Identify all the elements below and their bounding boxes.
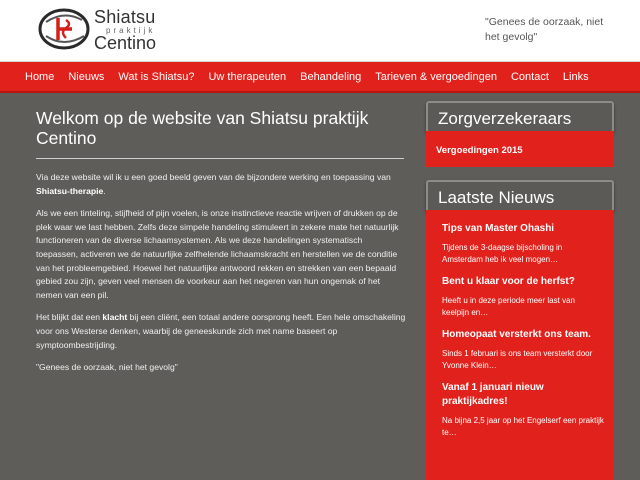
nav-item-uw-therapeuten[interactable]: Uw therapeuten bbox=[208, 70, 287, 83]
logo-swirl-icon bbox=[38, 6, 94, 52]
logo-text-praktijk: praktijk bbox=[106, 26, 156, 35]
main-content bbox=[36, 108, 406, 384]
nav-item-contact[interactable]: Contact bbox=[510, 70, 549, 83]
nav-item-home[interactable]: Home bbox=[25, 70, 55, 83]
klacht-paragraph: Het blijkt dat een klacht bij een cliënt, een totaal andere oorsprong heeft. Een hele omschakeling voor ons Westerse denken, waarbij de geneeskunde zich met name baseert op symptoombestrijding. bbox=[36, 312, 406, 350]
klacht-bold: klacht bbox=[102, 312, 128, 323]
nav-item-behandeling[interactable]: Behandeling bbox=[300, 70, 362, 83]
nav-item-links[interactable]: Links bbox=[562, 70, 589, 83]
news-widget-title: Laatste Nieuws bbox=[426, 180, 614, 212]
logo-text-centino: Centino bbox=[94, 33, 157, 53]
quote-paragraph: "Genees de oorzaak, niet het gevolg" bbox=[36, 362, 178, 373]
news-item-title[interactable]: Tips van Master Ohashi bbox=[442, 223, 555, 234]
title-divider bbox=[36, 158, 404, 159]
insurers-widget-title: Zorgverzekeraars bbox=[426, 101, 614, 133]
news-item-title[interactable]: Homeopaat versterkt ons team. bbox=[442, 329, 591, 340]
site-header bbox=[0, 0, 640, 62]
nav-item-tarieven[interactable]: Tarieven & vergoedingen bbox=[375, 70, 497, 83]
shiatsu-therapie-link[interactable]: Shiatsu-therapie bbox=[36, 185, 104, 196]
site-logo[interactable] bbox=[38, 4, 168, 56]
page-title: Welkom op de website van Shiatsu praktijk Centino bbox=[36, 108, 369, 148]
news-item-excerpt: Heeft u in deze periode meer last van keelpijn en… bbox=[442, 296, 575, 317]
news-item-excerpt: Na bijna 2,5 jaar op het Engelserf een praktijk te… bbox=[442, 416, 604, 437]
news-item-excerpt: Tijdens de 3-daagse bijscholing in Amsterdam heb ik veel mogen… bbox=[442, 243, 563, 264]
intro-paragraph: Via deze website wil ik u een goed beeld geven van de bijzondere werking en toepassing van Shiatsu-therapie. bbox=[36, 172, 391, 196]
news-widget bbox=[426, 180, 614, 480]
vergoedingen-link[interactable]: Vergoedingen 2015 bbox=[436, 145, 523, 156]
news-item-title[interactable]: Bent u klaar voor de herfst? bbox=[442, 276, 575, 287]
main-navigation bbox=[0, 62, 640, 93]
news-item-title[interactable]: Vanaf 1 januari nieuw praktijkadres! bbox=[442, 382, 544, 407]
nav-item-nieuws[interactable]: Nieuws bbox=[68, 70, 105, 83]
body-paragraph: Als we een tinteling, stijfheid of pijn voelen, is onze instinctieve reactie wrijven of drukken op de plek waar we last hebben. Zelfs deze simpele handeling stimuleert in zekere mate het natuurlijk functioneren van de diverse lichaamsystemen. Als we deze handelingen systematisch toepassen, activeren we de natuurlijke zelfhelende lichaamskracht en herstellen we de conditie van het probleemgebied. Hoewel het natuurlijke antwoord rekken en strekken van een bepaald gebied zou zijn, geven veel mensen de voorkeur aan het negeren van hun ongemak of het nemen van een pil. bbox=[36, 208, 399, 300]
logo-text-shiatsu: Shiatsu bbox=[94, 7, 156, 27]
news-item-excerpt: Sinds 1 februari is ons team versterkt door Yvonne Klein… bbox=[442, 349, 593, 370]
header-tagline: "Genees de oorzaak, niet het gevolg" bbox=[485, 16, 604, 43]
insurers-widget bbox=[426, 101, 614, 167]
nav-item-wat-is-shiatsu[interactable]: Wat is Shiatsu? bbox=[118, 70, 195, 83]
